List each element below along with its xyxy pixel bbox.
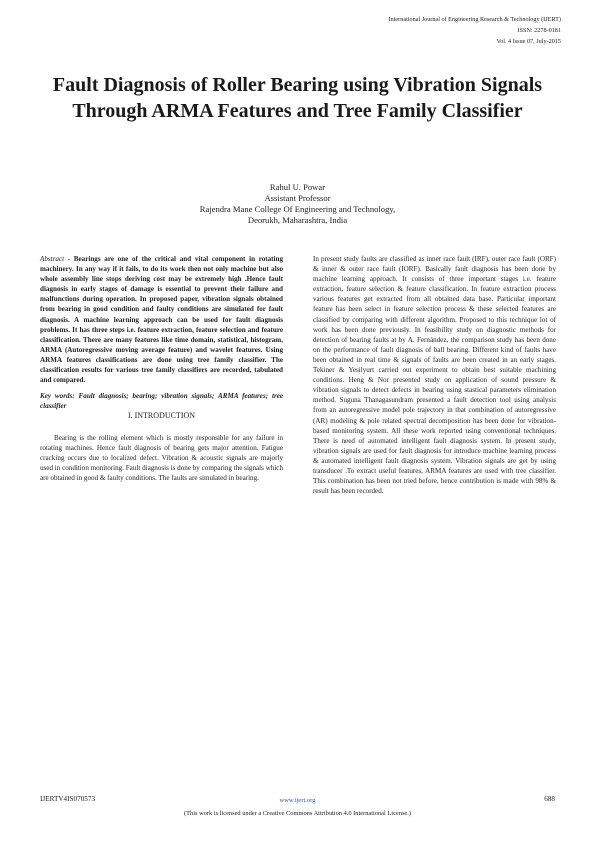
footer-paper-id: IJERTV4IS070573 xyxy=(40,795,96,803)
keywords-label: Key words: xyxy=(40,392,75,401)
author-institution: Rajendra Mane College Of Engineering and Technology, xyxy=(199,204,396,214)
left-column xyxy=(40,254,283,483)
journal-name: International Journal of Engineering Research & Technology (IJERT) xyxy=(388,16,561,23)
footer-website-link[interactable]: www.ijert.org xyxy=(279,797,316,804)
footer-license: (This work is licensed under a Creative Commons Attribution 4.0 International License.) xyxy=(184,810,411,817)
keywords xyxy=(40,391,283,411)
author-name: Rahul U. Powar xyxy=(269,182,326,192)
section-heading-introduction: I. INTRODUCTION xyxy=(127,411,196,421)
abstract-text: - Bearings are one of the critical and vital component in rotating machinery. In any way if it fails, to do its work then not only machine but also whole assembly line stops deriving cost may be extremely high .Hence fault diagnosis in early stages of damage is essential to prevent their failure and malfunctions during operation. In proposed paper, vibration signals obtained from bearing in good condition and faulty conditions are simulated for fault diagnosis. A machine learning approach can be used for fault diagnosis problems. It has three steps i.e. feature extraction, feature selection and feature classification. There are many features like time domain, statistical, histogram, ARMA (Autoregressive moving average feature) and wavelet features. Using ARMA features classifications are done using tree family classifier. The classification results for various tree family classifiers are recorded, tabulated and compared. xyxy=(40,255,283,385)
journal-issn: ISSN: 2278-0181 xyxy=(517,27,561,34)
right-column xyxy=(313,254,556,496)
paper-title: Fault Diagnosis of Roller Bearing using Vibration Signals Through ARMA Features and Tree Family Classifier xyxy=(52,74,543,122)
intro-paragraph: Bearing is the rolling element which is mostly responsible for any failure in rotating machines. Hence fault diagnosis of bearing gets major attention. Fatigue cracking occurs due to localized defect. Vibration & acoustic signals are majorly used in condition monitoring. Fault diagnosis is done by comparing the signals which are obtained in good & faulty conditions. The faults are simulated in bearing. xyxy=(40,433,283,482)
journal-header xyxy=(389,14,561,47)
author-location: Deorukh, Maharashtra, India xyxy=(247,215,348,225)
keywords-text: Fault diagnosis; bearing; vibration signals; ARMA features; tree classifier xyxy=(40,392,284,411)
abstract xyxy=(40,254,283,385)
author-block xyxy=(100,182,495,226)
journal-volume: Vol. 4 Issue 07, July-2015 xyxy=(496,38,561,45)
author-position: Assistant Professor xyxy=(264,193,331,203)
abstract-label: Abstract xyxy=(40,255,65,263)
footer-page-number: 688 xyxy=(544,795,555,803)
right-column-paragraph: In present study faults are classified as inner race fault (IRF), outer race fault (ORF) & inner & outer race fault (IORF). Basically fault diagnosis has been done by machine learning approach. It consists of three important stages i.e. feature extraction, feature selection & feature classification. In feature extraction process various features get extracted from all obtained data base. Particular important feature has been select in feature selection process & these selected features are classified by comparing with different algorithm. Proposed to this technique lot of work has been done previously. In feasibility study on diagnostic methods for detection of bearing faults at by A. Fernández, the comparison study has been done on the performance of fault diagnosis of ball bearing. Different kind of faults have been obtained in real time & signals of faults are been created in an early stages. Tekiner & Yesilyurt carried out experiment to obtain best suitable machining conditions. Heng & Nor presented study on application of sound pressure & vibration signals to detect defects in bearing using stastical parameters elimination method. Suguna Thanagasundram presented a fault detection tool using analysis from an autoregressive model pole trajectory in that combination of autoregressive (AR) modeling & pole related spectral decomposition has been done for vibration-based monitoring system. All these work reported using conventional techniques. There is need of automated intelligent fault diagnosis system. In present study, vibration signals are used for fault diagnosis for introduce machine learning process & automated intelligent fault diagnosis system. Vibration signals are get by using transducer .To extract useful features, ARMA features are used with tree classifier. This combination has been not tried before, hence contribution is made with 98% & result has been recorded. xyxy=(313,255,556,496)
